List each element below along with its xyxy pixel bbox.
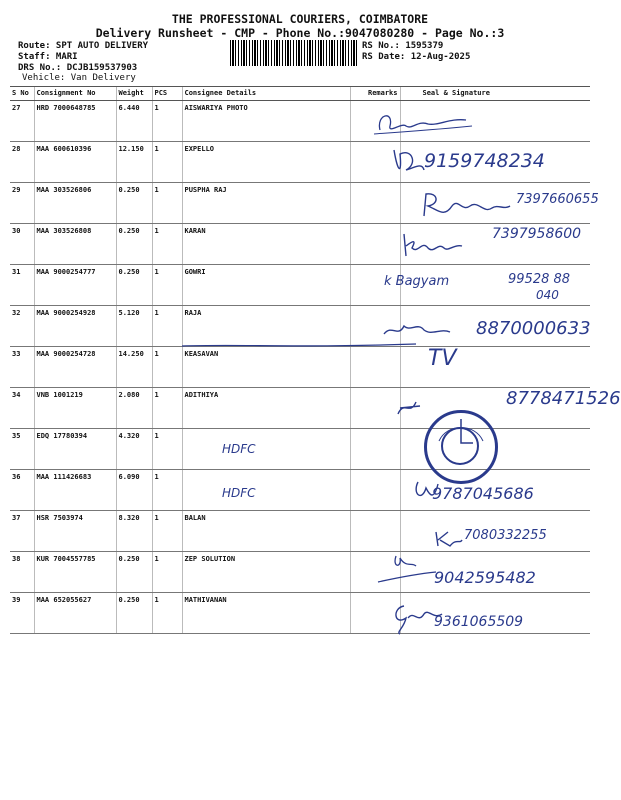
cell-sno: 37 <box>10 511 34 552</box>
handwriting-text-row-33: TV <box>428 346 457 371</box>
cell-sno: 28 <box>10 142 34 183</box>
vehicle-label: Vehicle: Van Delivery <box>22 73 136 83</box>
cell-pcs: 1 <box>152 429 182 470</box>
table-row <box>10 388 590 429</box>
col-consignee: Consignee Details <box>182 87 350 101</box>
cell-remarks <box>350 470 400 511</box>
rs-date: RS Date: 12-Aug-2025 <box>362 52 471 62</box>
signature-row-27 <box>372 104 482 140</box>
cell-consignment: EDQ 17780394 <box>34 429 116 470</box>
cell-consignment: HSR 7503974 <box>34 511 116 552</box>
cell-sno: 30 <box>10 224 34 265</box>
table-row <box>10 429 590 470</box>
table-row <box>10 265 590 306</box>
cell-consignment: MAA 9000254777 <box>34 265 116 306</box>
cell-pcs: 1 <box>152 470 182 511</box>
cell-pcs: 1 <box>152 552 182 593</box>
cell-remarks <box>350 183 400 224</box>
signature-row-34 <box>394 396 424 420</box>
handwriting-phone-row-28: 9159748234 <box>424 150 545 172</box>
cell-consignment: MAA 600610396 <box>34 142 116 183</box>
cell-pcs: 1 <box>152 593 182 634</box>
cell-consignee: KARAN <box>182 224 350 265</box>
signature-row-30 <box>398 230 468 260</box>
cell-weight: 2.080 <box>116 388 152 429</box>
company-title: THE PROFESSIONAL COURIERS, COIMBATORE <box>171 12 429 26</box>
signature-row-28 <box>388 144 428 180</box>
cell-pcs: 1 <box>152 347 182 388</box>
handwriting-phone-row-36: 9787045686 <box>432 484 534 503</box>
cell-weight: 0.250 <box>116 265 152 306</box>
handwriting-phone-row-31: 99528 88 <box>508 272 571 287</box>
cell-pcs: 1 <box>152 511 182 552</box>
cell-weight: 0.250 <box>116 183 152 224</box>
cell-consignee: BALAN <box>182 511 350 552</box>
cell-weight: 12.150 <box>116 142 152 183</box>
handwriting-phone-row-29: 7397660655 <box>516 192 599 207</box>
signature-row-29 <box>418 188 514 222</box>
cell-pcs: 1 <box>152 142 182 183</box>
handwriting-phone2-row-31: 040 <box>536 288 559 302</box>
cell-consignee: GOWRI <box>182 265 350 306</box>
cell-weight: 6.440 <box>116 101 152 142</box>
cell-weight: 6.090 <box>116 470 152 511</box>
cell-weight: 0.250 <box>116 224 152 265</box>
cell-sno: 29 <box>10 183 34 224</box>
barcode <box>230 40 358 66</box>
cell-consignment: HRD 7000648785 <box>34 101 116 142</box>
cell-weight: 8.320 <box>116 511 152 552</box>
cell-weight: 0.250 <box>116 552 152 593</box>
signature-row-37 <box>432 528 466 550</box>
cell-pcs: 1 <box>152 224 182 265</box>
cell-remarks <box>350 511 400 552</box>
handwriting-phone-row-39: 9361065509 <box>434 614 524 630</box>
cell-consignment: MAA 303526808 <box>34 224 116 265</box>
cell-consignee: MATHIVANAN <box>182 593 350 634</box>
cell-sno: 31 <box>10 265 34 306</box>
cell-consignment: MAA 303526806 <box>34 183 116 224</box>
cell-sno: 32 <box>10 306 34 347</box>
rs-number: RS No.: 1595379 <box>362 41 444 51</box>
cell-pcs: 1 <box>152 388 182 429</box>
cell-consignment: VNB 1001219 <box>34 388 116 429</box>
handwriting-phone-row-37: 7080332255 <box>464 528 547 543</box>
cell-consignee: ADITHIYA <box>182 388 350 429</box>
col-sno: S No <box>10 87 34 101</box>
cell-weight: 14.250 <box>116 347 152 388</box>
cell-sno: 36 <box>10 470 34 511</box>
route-label: Route: SPT AUTO DELIVERY <box>18 41 149 51</box>
cell-weight: 4.320 <box>116 429 152 470</box>
table-row <box>10 101 590 142</box>
signature-row-38 <box>376 552 440 586</box>
handwriting-consignee-row-35: HDFC <box>222 442 256 456</box>
cell-consignee: EXPELLO <box>182 142 350 183</box>
cell-sno: 33 <box>10 347 34 388</box>
cell-consignment: MAA 652055627 <box>34 593 116 634</box>
runsheet-subtitle: Delivery Runsheet - CMP - Phone No.:9047080280 - Page No.:3 <box>95 26 505 40</box>
cell-consignee: PUSPHA RAJ <box>182 183 350 224</box>
col-weight: Weight <box>116 87 152 101</box>
cell-weight: 0.250 <box>116 593 152 634</box>
cell-consignee: ZEP SOLUTION <box>182 552 350 593</box>
cell-consignment: MAA 9000254928 <box>34 306 116 347</box>
table-header-row <box>10 87 590 101</box>
staff-label: Staff: MARI <box>18 52 78 62</box>
col-consignment: Consignment No <box>34 87 116 101</box>
cell-consignee: RAJA <box>182 306 350 347</box>
cell-pcs: 1 <box>152 183 182 224</box>
cell-consignee <box>182 429 350 470</box>
cell-remarks <box>350 388 400 429</box>
cell-remarks <box>350 224 400 265</box>
drs-label: DRS No.: DCJB159537903 <box>18 63 138 73</box>
handwriting-phone-row-32: 8870000633 <box>476 318 591 339</box>
col-remarks: Remarks <box>350 87 400 101</box>
cell-consignment: MAA 9000254728 <box>34 347 116 388</box>
pen-stroke-row-32 <box>180 334 420 354</box>
cell-sno: 34 <box>10 388 34 429</box>
cell-sno: 35 <box>10 429 34 470</box>
cell-pcs: 1 <box>152 265 182 306</box>
cell-pcs: 1 <box>152 101 182 142</box>
col-pcs: PCS <box>152 87 182 101</box>
cell-consignee: KEASAVAN <box>182 347 350 388</box>
cell-pcs: 1 <box>152 306 182 347</box>
col-signature: Seal & Signature <box>400 87 590 101</box>
handwriting-consignee-row-36: HDFC <box>222 486 256 500</box>
handwriting-phone-row-38: 9042595482 <box>434 568 536 587</box>
stamp-lettering <box>427 413 495 481</box>
handwriting-phone-row-34: 8778471526 <box>506 388 621 409</box>
cell-consignee <box>182 470 350 511</box>
cell-consignment: MAA 111426683 <box>34 470 116 511</box>
cell-sno: 39 <box>10 593 34 634</box>
cell-weight: 5.120 <box>116 306 152 347</box>
cell-consignment: KUR 7004557785 <box>34 552 116 593</box>
cell-consignee: AISWARIYA PHOTO <box>182 101 350 142</box>
handwriting-name-row-31: k Bagyam <box>384 274 450 289</box>
handwriting-phone-row-30: 7397958600 <box>492 226 582 242</box>
company-stamp <box>424 410 498 484</box>
cell-sno: 27 <box>10 101 34 142</box>
cell-sno: 38 <box>10 552 34 593</box>
cell-remarks <box>350 429 400 470</box>
